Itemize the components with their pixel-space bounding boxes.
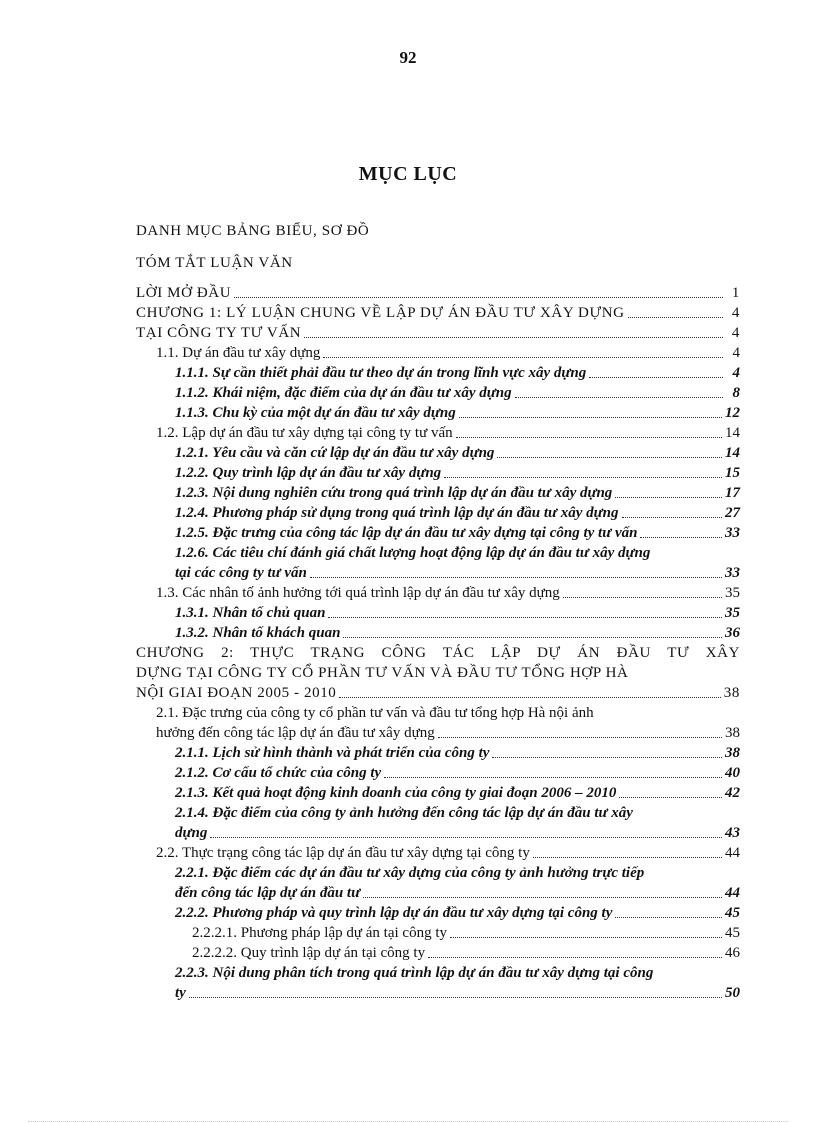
toc-entry-2-1-2[interactable] (175, 763, 740, 783)
toc-entry-2-2-2-1[interactable] (192, 923, 740, 943)
toc-entry-title: 1.2.1. Yêu cầu và căn cứ lập dự án đầu tư xây dựng (175, 445, 495, 461)
toc-entry-chapter-2[interactable] (136, 643, 740, 663)
toc-entry-2-2-2[interactable] (175, 903, 740, 923)
toc-entry-1-2-1[interactable] (175, 443, 740, 463)
toc-entry-title: hưởng đến công tác lập dự án đầu tư xây dựng (156, 725, 435, 741)
toc-entry-2-2[interactable] (156, 843, 740, 863)
toc-entry-page: 36 (725, 625, 740, 641)
toc-entry-page: 44 (725, 845, 740, 861)
toc-entry-title: 2.2.2. Phương pháp và quy trình lập dự án đầu tư xây dựng tại công ty (175, 905, 613, 921)
toc-entry-1-3-2[interactable] (175, 623, 740, 643)
toc-entry-page: 4 (732, 365, 740, 381)
toc-entry-1-2-2[interactable] (175, 463, 740, 483)
toc-entry-2-2-3-cont[interactable] (175, 983, 740, 1003)
toc-entry-page: 45 (725, 905, 740, 921)
toc-entry-page: 50 (725, 985, 740, 1001)
toc-entry-2-2-3[interactable] (175, 963, 740, 983)
toc-entry-page: 4 (731, 325, 740, 341)
toc-entry-page: 27 (725, 505, 740, 521)
toc-entry-title: 2.2. Thực trạng công tác lập dự án đầu tư xây dựng tại công ty (156, 845, 530, 861)
toc-entry-title: LỜI MỞ ĐẦU (136, 285, 232, 301)
toc-entry-title: 1.2.3. Nội dung nghiên cứu trong quá trình lập dự án đầu tư xây dựng (175, 485, 613, 501)
toc-entry-title: 1.2.5. Đặc trưng của công tác lập dự án đầu tư xây dựng tại công ty tư vấn (175, 525, 638, 541)
toc-entry-title: 2.1.1. Lịch sử hình thành và phát triển của công ty (175, 745, 490, 761)
toc-entry-1-1-1[interactable] (175, 363, 740, 383)
toc-entry-title: CHƯƠNG 2: THỰC TRẠNG CÔNG TÁC LẬP DỰ ÁN ĐẦU TƯ XÂY (136, 645, 740, 661)
toc-entry-2-1-cont[interactable] (156, 723, 740, 743)
toc-entry-chapter-2-cont[interactable] (136, 663, 740, 683)
toc-entry-title: 1.3.1. Nhân tố chủ quan (175, 605, 326, 621)
toc-entry-title: 2.1.2. Cơ cấu tổ chức của công ty (175, 765, 382, 781)
toc-entry-2-2-1-cont[interactable] (175, 883, 740, 903)
toc-entry-title: 1.2.6. Các tiêu chí đánh giá chất lượng hoạt động lập dự án đầu tư xây dựng (175, 545, 651, 561)
toc-entry-page: 33 (725, 525, 740, 541)
toc-entry-page: 38 (725, 725, 740, 741)
toc-entry-chapter-1[interactable] (136, 303, 740, 323)
toc-entry-preface[interactable] (136, 283, 740, 303)
toc-entry-page: 12 (725, 405, 740, 421)
toc-entry-1-1[interactable] (156, 343, 740, 363)
toc-entry-page: 15 (725, 465, 740, 481)
toc-entry-title: 2.2.2.2. Quy trình lập dự án tại công ty (192, 945, 426, 961)
toc-entry-2-1-3[interactable] (175, 783, 740, 803)
page-title: MỤC LỤC (358, 163, 458, 185)
toc-entry-title: 2.1. Đặc trưng của công ty cổ phần tư vấn và đầu tư tổng hợp Hà nội ảnh (156, 705, 594, 721)
toc-entry-1-2-6-cont[interactable] (175, 563, 740, 583)
page-bottom-rule (28, 1121, 788, 1122)
toc-entry-title: 2.2.3. Nội dung phân tích trong quá trình lập dự án đầu tư xây dựng tại công (175, 965, 654, 981)
toc-entry-page: 1 (731, 285, 740, 301)
toc-entry-page: 38 (725, 745, 740, 761)
toc-entry-page: 14 (725, 445, 740, 461)
toc-entry-page: 4 (731, 305, 740, 321)
toc-entry-1-1-2[interactable] (175, 383, 740, 403)
toc-entry-page: 44 (725, 885, 740, 901)
toc-entry-1-2-4[interactable] (175, 503, 740, 523)
toc-entry-1-1-3[interactable] (175, 403, 740, 423)
toc-entry-title: DỰNG TẠI CÔNG TY CỔ PHẦN TƯ VẤN VÀ ĐẦU TƯ TỔNG HỢP HÀ (136, 665, 629, 681)
toc-entry-page: 17 (725, 485, 740, 501)
toc-entry-title: CHƯƠNG 1: LÝ LUẬN CHUNG VỀ LẬP DỰ ÁN ĐẦU TƯ XÂY DỰNG (136, 305, 625, 321)
toc-entry-page: 46 (725, 945, 740, 961)
toc-entry-title: 1.2. Lập dự án đầu tư xây dựng tại công ty tư vấn (156, 425, 453, 441)
toc-entry-page: 4 (732, 345, 740, 361)
toc-entry-2-2-2-2[interactable] (192, 943, 740, 963)
toc-entry-page: 38 (723, 685, 740, 701)
toc-entry-title: ty (175, 985, 186, 1001)
toc-entry-title: 2.2.2.1. Phương pháp lập dự án tại công ty (192, 925, 447, 941)
toc-entry-1-3-1[interactable] (175, 603, 740, 623)
toc-entry-title: 1.3. Các nhân tố ảnh hưởng tới quá trình lập dự án đầu tư xây dựng (156, 585, 560, 601)
toc-entry-page: 8 (732, 385, 740, 401)
toc-entry-title: 1.1.1. Sự cần thiết phải đầu tư theo dự án trong lĩnh vực xây dựng (175, 365, 587, 381)
toc-entry-title: 1.1.2. Khái niệm, đặc điểm của dự án đầu tư xây dựng (175, 385, 512, 401)
toc-entry-page: 33 (725, 565, 740, 581)
toc-entry-2-1-1[interactable] (175, 743, 740, 763)
toc-entry-page: 40 (725, 765, 740, 781)
toc-entry-title: dựng (175, 825, 208, 841)
toc-entry-title: 2.2.1. Đặc điểm các dự án đầu tư xây dựng của công ty ảnh hưởng trực tiếp (175, 865, 645, 881)
heading-thesis-summary[interactable]: TÓM TẮT LUẬN VĂN (136, 255, 293, 271)
heading-list-of-tables[interactable]: DANH MỤC BẢNG BIỂU, SƠ ĐỒ (136, 223, 370, 239)
toc-entry-chapter-1-cont[interactable] (136, 323, 740, 343)
toc-entry-2-1-4[interactable] (175, 803, 740, 823)
toc-entry-1-2[interactable] (156, 423, 740, 443)
toc-entry-title: NỘI GIAI ĐOẠN 2005 - 2010 (136, 685, 337, 701)
toc-entry-chapter-2-cont2[interactable] (136, 683, 740, 703)
toc-entry-1-2-3[interactable] (175, 483, 740, 503)
toc-entry-1-2-6[interactable] (175, 543, 740, 563)
toc-entry-title: TẠI CÔNG TY TƯ VẤN (136, 325, 302, 341)
toc-entry-page: 35 (725, 585, 740, 601)
toc-entry-2-1-4-cont[interactable] (175, 823, 740, 843)
toc-entry-page: 35 (725, 605, 740, 621)
toc-entry-title: 1.3.2. Nhân tố khách quan (175, 625, 341, 641)
toc-entry-title: đến công tác lập dự án đầu tư (175, 885, 361, 901)
toc-entry-page: 43 (725, 825, 740, 841)
toc-entry-page: 14 (725, 425, 740, 441)
toc-entry-2-1[interactable] (156, 703, 740, 723)
toc-entry-title: 1.2.2. Quy trình lập dự án đầu tư xây dựng (175, 465, 442, 481)
toc-entry-title: 1.1.3. Chu kỳ của một dự án đầu tư xây dựng (175, 405, 456, 421)
toc-entry-title: 2.1.4. Đặc điểm của công ty ảnh hưởng đến công tác lập dự án đầu tư xây (175, 805, 633, 821)
toc-entry-title: 2.1.3. Kết quả hoạt động kinh doanh của công ty giai đoạn 2006 – 2010 (175, 785, 617, 801)
toc-entry-page: 42 (725, 785, 740, 801)
toc-entry-2-2-1[interactable] (175, 863, 740, 883)
toc-entry-1-2-5[interactable] (175, 523, 740, 543)
toc-entry-title: 1.2.4. Phương pháp sử dụng trong quá trình lập dự án đầu tư xây dựng (175, 505, 619, 521)
toc-entry-1-3[interactable] (156, 583, 740, 603)
toc-entry-title: 1.1. Dự án đầu tư xây dựng (156, 345, 321, 361)
toc-entry-page: 45 (725, 925, 740, 941)
page-number: 92 (399, 48, 417, 67)
toc-entry-title: tại các công ty tư vấn (175, 565, 307, 581)
